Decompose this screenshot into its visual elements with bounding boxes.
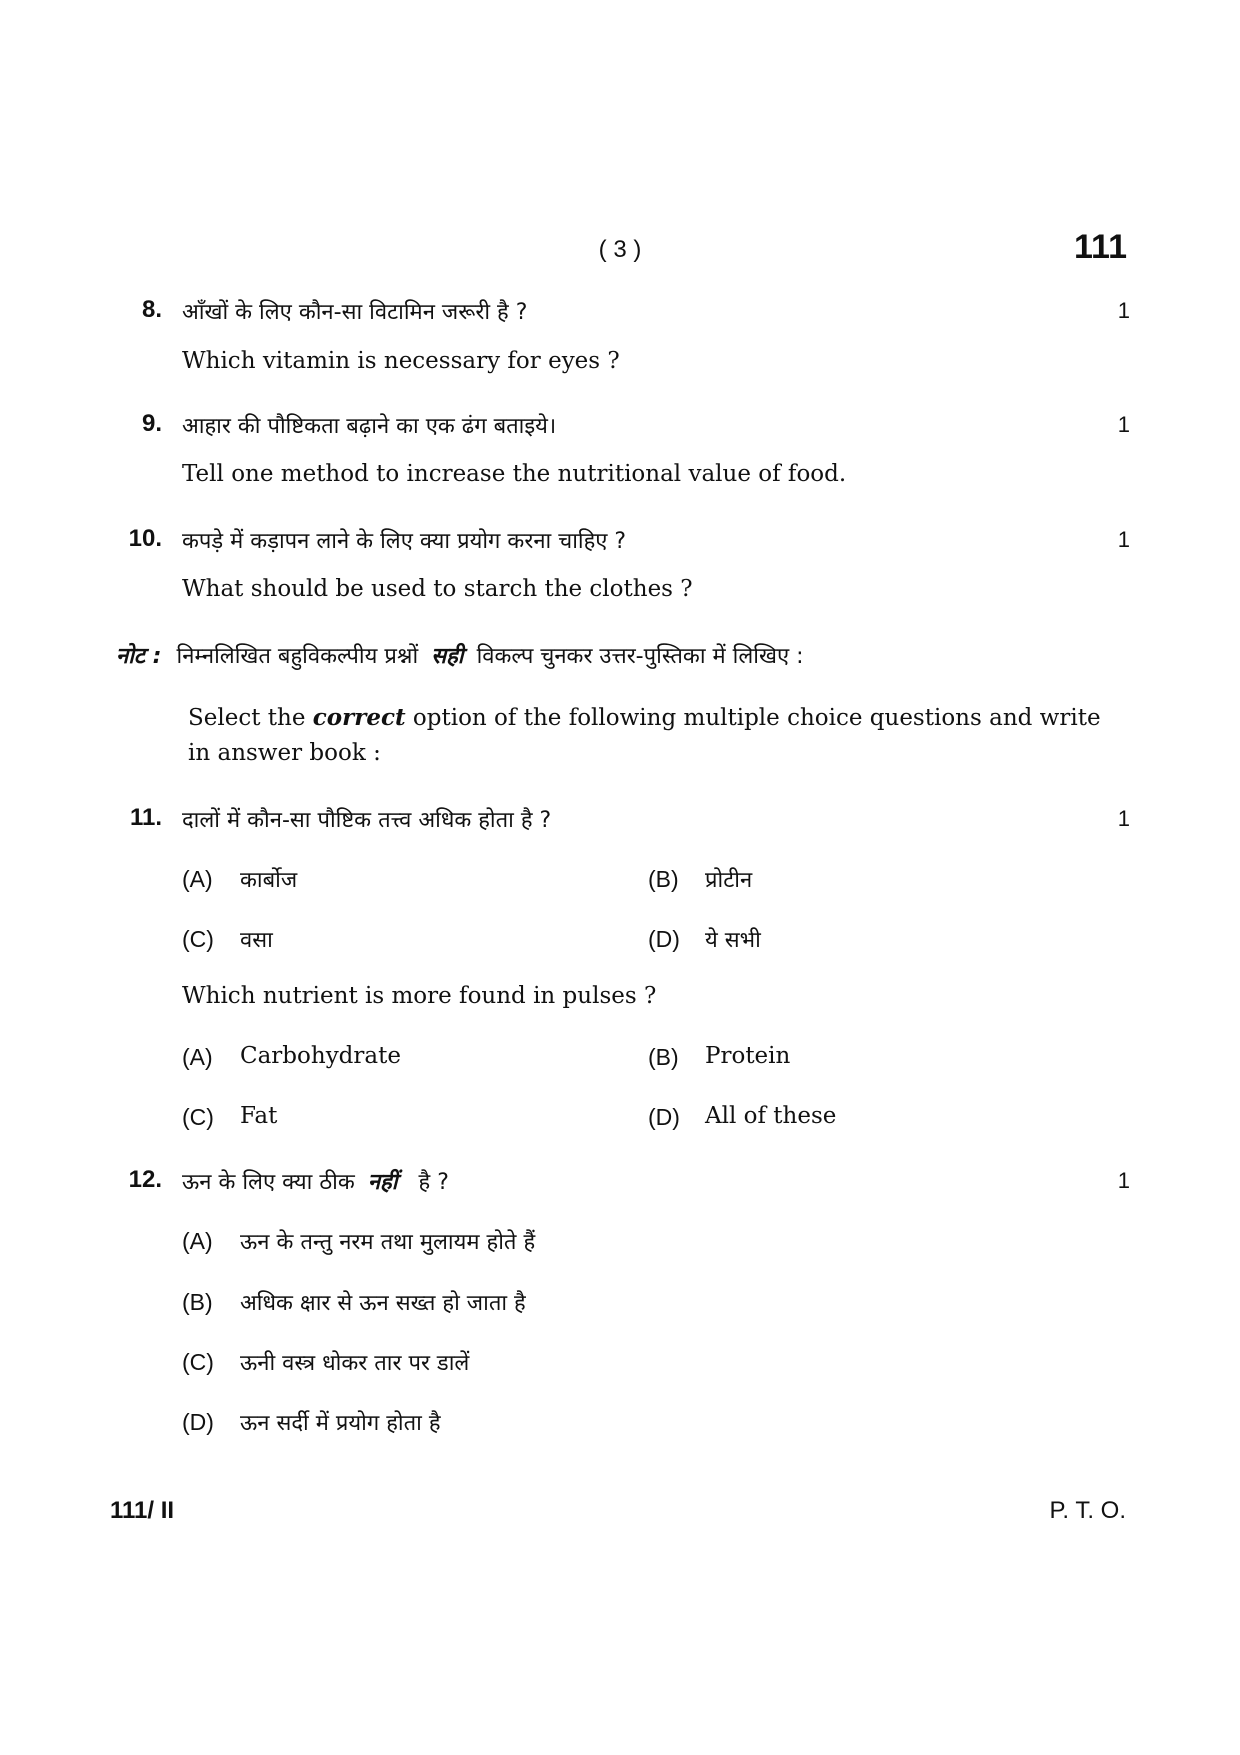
- option-label: (C): [182, 926, 214, 952]
- question-number: 10.: [128, 525, 162, 552]
- note-english-pre: Select the: [188, 705, 306, 731]
- page-number: ( 3 ): [598, 236, 642, 263]
- option-label: (D): [648, 1104, 680, 1130]
- option-label: (A): [182, 1044, 213, 1070]
- note-english-post: option of the following multiple choice questions and write: [412, 705, 1101, 731]
- question-hindi: कपड़े में कड़ापन लाने के लिए क्या प्रयोग करना चाहिए ?: [182, 529, 627, 554]
- question-marks: 1: [1117, 298, 1130, 323]
- note-english-line-2: in answer book :: [188, 740, 381, 766]
- option-text: कार्बोज: [240, 868, 298, 893]
- question-marks: 1: [1117, 412, 1130, 437]
- note-hindi-emph: सही: [431, 644, 464, 669]
- question-hindi: आँखों के लिए कौन-सा विटामिन जरूरी है ?: [182, 300, 528, 325]
- question-english: What should be used to starch the clothes ?: [182, 576, 693, 602]
- question-english: Which nutrient is more found in pulses ?: [182, 983, 657, 1009]
- note-hindi: [116, 640, 804, 670]
- note-label: नोट :: [116, 644, 162, 669]
- option-text: All of these: [705, 1103, 837, 1129]
- question-marks: 1: [1117, 527, 1130, 552]
- option-text: Carbohydrate: [240, 1043, 401, 1069]
- question-hindi: दालों में कौन-सा पौष्टिक तत्त्व अधिक होता है ?: [182, 808, 552, 833]
- footer-pto: P. T. O.: [1049, 1497, 1126, 1524]
- option-label: (D): [182, 1409, 214, 1435]
- option-text: ऊनी वस्त्र धोकर तार पर डालें: [240, 1351, 470, 1376]
- question-hindi-emph: नहीं: [367, 1170, 398, 1195]
- question-number: 11.: [129, 804, 162, 831]
- note-english-emph: correct: [312, 704, 406, 731]
- note-hindi-post: विकल्प चुनकर उत्तर-पुस्तिका में लिखिए :: [476, 644, 804, 669]
- question-english: Tell one method to increase the nutritional value of food.: [182, 461, 847, 487]
- option-label: (B): [648, 866, 679, 892]
- question-number: 12.: [128, 1166, 162, 1193]
- option-label: (A): [182, 1228, 213, 1254]
- note-english-line-1: [188, 704, 1101, 731]
- question-hindi: [182, 1166, 449, 1196]
- option-text: ये सभी: [705, 928, 761, 953]
- option-text: वसा: [240, 928, 273, 953]
- option-label: (C): [182, 1104, 214, 1130]
- option-text: प्रोटीन: [705, 868, 753, 893]
- question-marks: 1: [1117, 1168, 1130, 1193]
- option-text: ऊन के तन्तु नरम तथा मुलायम होते हैं: [240, 1230, 536, 1255]
- question-english: Which vitamin is necessary for eyes ?: [182, 348, 620, 374]
- option-text: Fat: [240, 1103, 278, 1129]
- note-hindi-pre: निम्नलिखित बहुविकल्पीय प्रश्नों: [176, 644, 419, 669]
- option-label: (C): [182, 1349, 214, 1375]
- option-text: अधिक क्षार से ऊन सख्त हो जाता है: [240, 1291, 526, 1316]
- question-number: 9.: [141, 410, 162, 437]
- question-number: 8.: [141, 296, 162, 323]
- option-text: Protein: [705, 1043, 791, 1069]
- footer-code: 111/ II: [110, 1497, 175, 1524]
- question-hindi-post: है ?: [418, 1170, 449, 1195]
- option-label: (D): [648, 926, 680, 952]
- option-label: (B): [648, 1044, 679, 1070]
- question-marks: 1: [1117, 806, 1130, 831]
- paper-code: 111: [1074, 228, 1127, 266]
- question-hindi: आहार की पौष्टिकता बढ़ाने का एक ढंग बताइये।: [182, 414, 557, 439]
- option-label: (B): [182, 1289, 213, 1315]
- option-label: (A): [182, 866, 213, 892]
- option-text: ऊन सर्दी में प्रयोग होता है: [240, 1411, 441, 1436]
- question-hindi-pre: ऊन के लिए क्या ठीक: [182, 1170, 355, 1195]
